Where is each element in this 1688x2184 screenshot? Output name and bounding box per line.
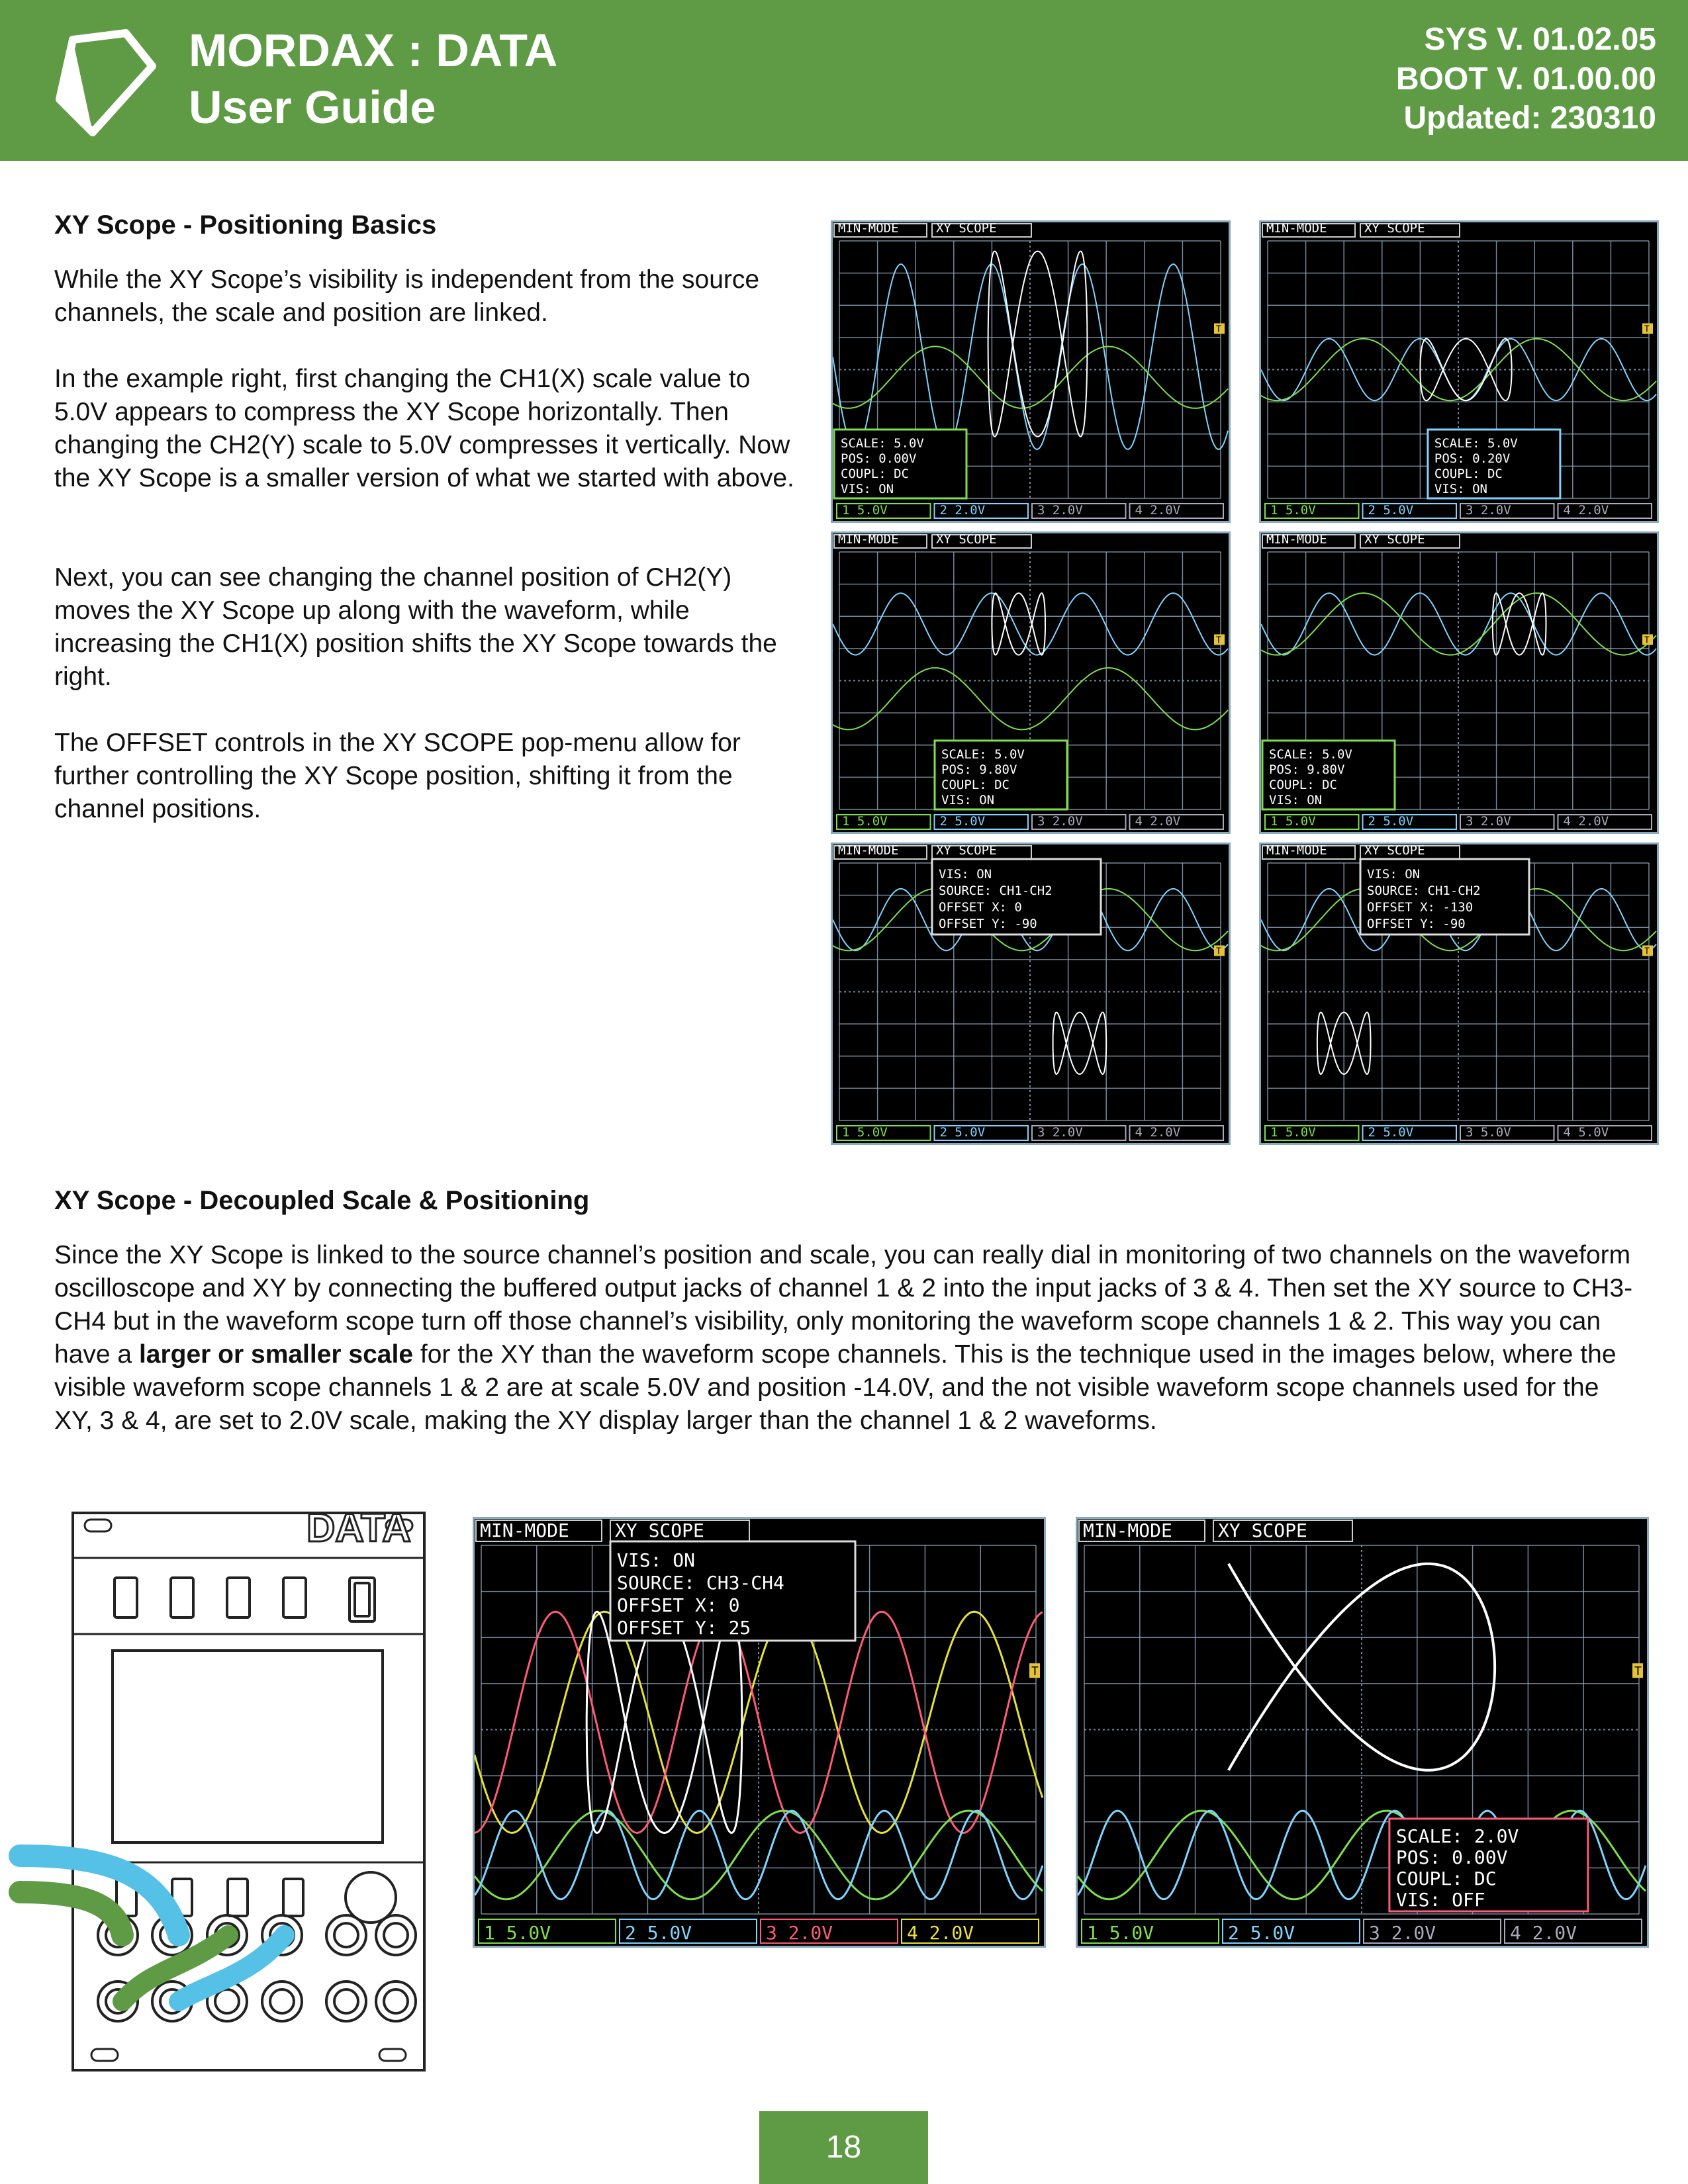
menu-item: VIS: ON [617,1549,696,1571]
xy-scope-label: XY SCOPE [1364,222,1425,236]
trigger-marker: T [1644,946,1650,957]
channel-label: 2 5.0V [1368,1125,1414,1140]
menu-item: POS: 0.00V [1395,1846,1508,1868]
scope-screenshot [1259,220,1659,523]
channel-label: 4 2.0V [1563,503,1609,518]
menu-item: SOURCE: CH3-CH4 [617,1572,784,1594]
bold-phrase: larger or smaller scale [138,1340,414,1369]
channel-label: 1 5.0V [1270,503,1316,518]
trigger-marker: T [1216,324,1221,335]
mordax-logo-icon [53,26,165,139]
scope-screenshot [1259,531,1659,834]
patch-cables [0,1512,463,2071]
scope-screenshot [831,220,1231,523]
menu-item: OFFSET Y: 25 [617,1617,751,1639]
trigger-marker: T [1644,635,1650,646]
channel-label: 1 5.0V [1270,814,1316,829]
channel-label: 4 2.0V [1135,814,1181,829]
channel-label: 3 2.0V [1037,503,1083,518]
menu-item: COUPL: DC [1434,467,1503,481]
menu-item: POS: 9.80V [1269,762,1345,777]
channel-label: 3 2.0V [1466,814,1511,829]
channel-label: 2 5.0V [625,1922,692,1944]
menu-item: SCALE: 5.0V [941,747,1025,762]
page-number: 18 [759,2111,928,2184]
mode-label: MIN-MODE [1266,844,1327,858]
menu-item: VIS: ON [1367,867,1421,882]
channel-label: 1 5.0V [842,814,888,829]
menu-item: POS: 0.20V [1434,451,1511,466]
section-heading: XY Scope - Decoupled Scale & Positioning [54,1186,590,1215]
mode-label: MIN-MODE [480,1520,569,1541]
channel-label: 4 2.0V [1510,1922,1577,1944]
xy-scope-label: XY SCOPE [936,844,997,858]
channel-label: 2 5.0V [939,1125,986,1140]
menu-item: COUPL: DC [941,778,1009,792]
menu-item: OFFSET X: 0 [939,900,1022,915]
channel-label: 2 5.0V [939,814,986,829]
menu-item: VIS: OFF [1395,1889,1485,1911]
scope-screenshot-large [473,1517,1046,1948]
channel-label: 4 2.0V [1135,1125,1181,1140]
scope-screenshot-large [1076,1517,1649,1948]
menu-item: VIS: ON [1434,482,1487,496]
channel-label: 1 5.0V [1087,1922,1154,1944]
mode-label: MIN-MODE [838,844,899,858]
menu-item: COUPL: DC [1395,1868,1497,1889]
xy-scope-label: XY SCOPE [936,222,997,236]
channel-label: 4 5.0V [1563,1125,1609,1140]
xy-scope-label: XY SCOPE [936,533,997,547]
mode-label: MIN-MODE [838,222,899,236]
menu-item: SCALE: 2.0V [1395,1825,1519,1847]
channel-label: 4 2.0V [1135,503,1181,518]
menu-item: COUPL: DC [841,467,909,481]
xy-scope-label: XY SCOPE [1364,844,1425,858]
menu-item: OFFSET X: -130 [1367,900,1474,915]
updated-date: Updated: 230310 [1403,101,1656,136]
channel-label: 4 2.0V [1563,814,1609,829]
channel-label: 2 5.0V [1228,1922,1295,1944]
paragraph: In the example right, first changing the CH1(X) scale value to 5.0V appears to compress the XY Scope horizontally. Then changing the CH2(Y) scale to 5.0V compresses it vertically. Now the XY Scope is a smaller version of what we started with above. [54,365,794,492]
channel-label: 3 2.0V [766,1922,833,1944]
menu-item: VIS: ON [939,867,992,882]
xy-scope-label: XY SCOPE [615,1520,704,1541]
menu-item: SOURCE: CH1-CH2 [1367,884,1481,898]
trigger-marker: T [1031,1664,1039,1679]
menu-item: POS: 0.00V [841,451,917,466]
scope-screenshot [831,531,1231,834]
trigger-marker: T [1634,1664,1642,1679]
channel-label: 3 2.0V [1037,1125,1083,1140]
menu-item: SOURCE: CH1-CH2 [939,884,1053,898]
channel-label: 3 2.0V [1466,503,1511,518]
channel-label: 3 5.0V [1466,1125,1511,1140]
channel-label: 2 5.0V [1368,503,1414,518]
channel-label: 3 2.0V [1037,814,1083,829]
channel-label: 1 5.0V [484,1922,551,1944]
menu-item: SCALE: 5.0V [841,436,924,451]
scope-screenshot [831,842,1231,1145]
mode-label: MIN-MODE [1266,533,1327,547]
channel-label: 2 2.0V [939,503,986,518]
menu-item: OFFSET Y: -90 [1367,917,1466,931]
doc-title: MORDAX : DATA [189,24,558,76]
channel-label: 4 2.0V [907,1922,974,1944]
paragraph: Next, you can see changing the channel position of CH2(Y) moves the XY Scope up along with the waveform, while increasing the CH1(X) position shifts the XY Scope towards the right. [54,563,777,691]
channel-label: 1 5.0V [842,1125,888,1140]
menu-item: VIS: ON [941,793,995,807]
channel-label: 2 5.0V [1368,814,1414,829]
menu-item: COUPL: DC [1269,778,1337,792]
mode-label: MIN-MODE [838,533,899,547]
menu-item: OFFSET Y: -90 [939,917,1037,931]
sys-version: SYS V. 01.02.05 [1424,22,1656,57]
menu-item: POS: 9.80V [941,762,1017,777]
doc-subtitle: User Guide [189,81,436,133]
xy-scope-label: XY SCOPE [1218,1520,1307,1541]
xy-scope-label: XY SCOPE [1364,533,1425,547]
page-header [0,0,1688,161]
section-heading: XY Scope - Positioning Basics [54,210,437,240]
paragraph: While the XY Scope’s visibility is independent from the source channels, the scale and position are linked. [54,265,760,327]
menu-item: VIS: ON [841,482,894,496]
trigger-marker: T [1216,635,1221,646]
module-label: DATA [306,1512,411,1550]
menu-item: SCALE: 5.0V [1434,436,1518,451]
mode-label: MIN-MODE [1083,1520,1172,1541]
menu-item: OFFSET X: 0 [617,1594,740,1616]
channel-label: 1 5.0V [842,503,888,518]
trigger-marker: T [1644,324,1650,335]
channel-label: 3 2.0V [1369,1922,1436,1944]
boot-version: BOOT V. 01.00.00 [1395,62,1656,97]
trigger-marker: T [1216,946,1221,957]
channel-label: 1 5.0V [1270,1125,1316,1140]
paragraph: The OFFSET controls in the XY SCOPE pop-menu allow for further controlling the XY Scope position, shifting it from the channel positions. [54,729,741,823]
menu-item: SCALE: 5.0V [1269,747,1352,762]
mode-label: MIN-MODE [1266,222,1327,236]
paragraph: Since the XY Scope is linked to the source channel’s position and scale, you can really dial in monitoring of two channels on the waveform oscilloscope and XY by connecting the buffered output jacks of channel 1 & 2 into the input jacks of 3 & 4. Then set the XY source to CH3-CH4 but in the waveform scope turn off those channel’s visibility, only monitoring the waveform scope channels 1 & 2. This way you can have a larger or smaller scale for the XY than the waveform scope channels. This is the technique used in the images below, where the visible waveform scope channels 1 & 2 are at scale 5.0V and position -14.0V, and the not visible waveform scope channels used for the XY, 3 & 4, are set to 2.0V scale, making the XY display larger than the channel 1 & 2 waveforms. [54,1241,1633,1435]
menu-item: VIS: ON [1269,793,1323,807]
scope-screenshot [1259,842,1659,1145]
